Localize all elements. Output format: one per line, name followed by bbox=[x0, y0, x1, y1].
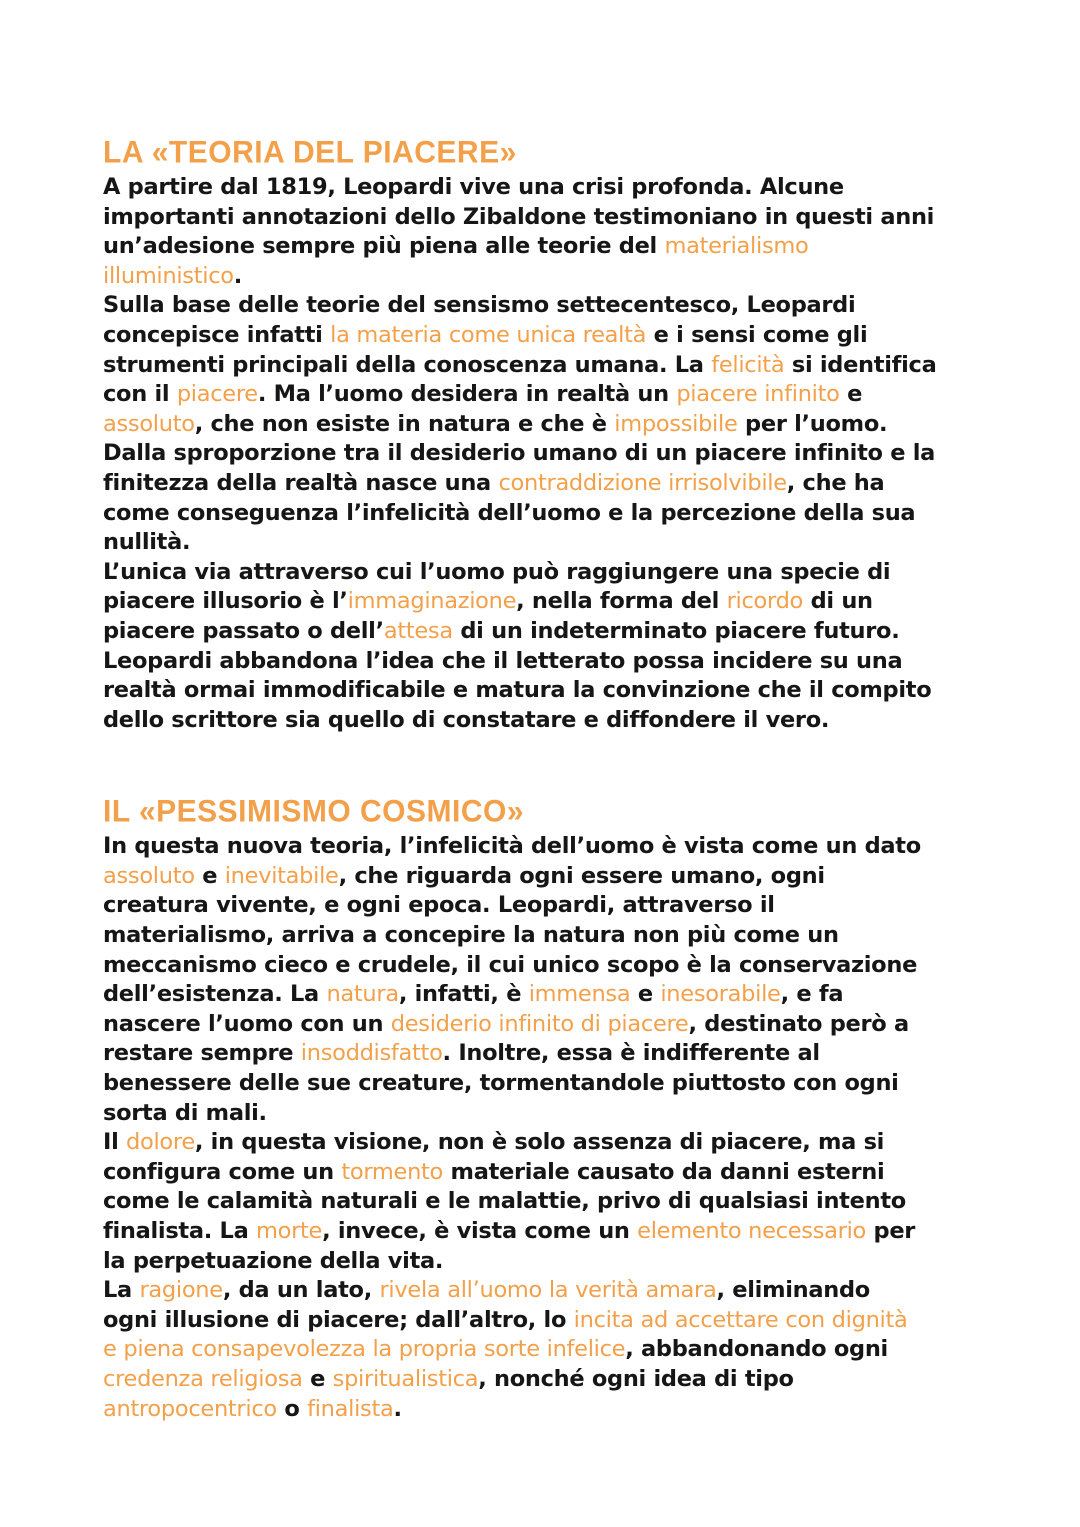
text-line bbox=[103, 891, 993, 921]
highlighted-term: e piena consapevolezza la propria sorte infelice bbox=[103, 1336, 626, 1363]
text-segment: di un indeterminato piacere futuro. bbox=[452, 617, 900, 644]
text-segment: finalista. La bbox=[103, 1218, 256, 1244]
document-page bbox=[103, 132, 993, 1424]
text-line bbox=[103, 676, 993, 706]
text-line bbox=[103, 832, 993, 862]
text-segment: sorta di mali. bbox=[103, 1099, 267, 1126]
text-segment: L’unica via attraverso cui l’uomo può raggiungere una specie di bbox=[103, 558, 891, 585]
paragraph bbox=[103, 1128, 993, 1276]
text-segment: e bbox=[630, 981, 661, 1008]
section-heading: IL «PESSIMISMO COSMICO» bbox=[103, 794, 525, 830]
text-line bbox=[103, 1187, 993, 1217]
text-segment: , che ha bbox=[786, 469, 885, 496]
highlighted-term: piacere bbox=[176, 381, 258, 408]
text-segment: finitezza della realtà nasce una bbox=[103, 469, 499, 496]
highlighted-term: dolore bbox=[126, 1129, 195, 1156]
text-segment: . bbox=[233, 262, 242, 289]
highlighted-term: inesorabile bbox=[660, 981, 781, 1008]
highlighted-term: natura bbox=[326, 981, 399, 1008]
text-segment: dello scrittore sia quello di constatare e diffondere il vero. bbox=[103, 706, 830, 733]
text-line bbox=[103, 647, 993, 677]
paragraph bbox=[103, 291, 993, 557]
text-line bbox=[103, 587, 993, 617]
highlighted-term: assoluto bbox=[103, 862, 195, 889]
text-segment: , destinato però a bbox=[688, 1010, 909, 1037]
text-segment: come le calamità naturali e le malattie, privo di qualsiasi intento bbox=[103, 1188, 906, 1215]
text-segment: realtà ormai immodificabile e matura la convinzione che il compito bbox=[103, 677, 932, 704]
text-line bbox=[103, 1365, 993, 1395]
text-segment: nullità. bbox=[103, 529, 191, 556]
text-segment: materialismo, arriva a concepire la natura non più come un bbox=[103, 922, 839, 949]
text-line bbox=[103, 1276, 993, 1306]
text-segment: e bbox=[302, 1365, 333, 1392]
highlighted-term: credenza religiosa bbox=[103, 1365, 303, 1392]
paragraph bbox=[103, 832, 993, 1128]
text-segment: la perpetuazione della vita. bbox=[103, 1247, 444, 1274]
text-line bbox=[103, 1128, 993, 1158]
highlighted-term: la materia come unica realtà bbox=[330, 321, 647, 348]
text-segment: piacere passato o dell’ bbox=[103, 617, 384, 644]
text-line bbox=[103, 321, 993, 351]
text-segment: , che non esiste in natura e che è bbox=[194, 410, 615, 437]
text-segment: , in questa visione, non è solo assenza di piacere, ma si bbox=[194, 1129, 885, 1156]
highlighted-term: materialismo bbox=[664, 233, 809, 260]
text-segment: materiale causato da danni esterni bbox=[443, 1158, 885, 1185]
text-line bbox=[103, 1158, 993, 1188]
text-segment: , invece, è vista come un bbox=[322, 1218, 638, 1244]
text-segment: strumenti principali della conoscenza umana. La bbox=[103, 351, 712, 378]
text-line bbox=[103, 499, 993, 529]
text-segment: per bbox=[866, 1218, 916, 1244]
text-segment: meccanismo cieco e crudele, il cui unico scopo è la conservazione bbox=[103, 951, 918, 978]
text-segment: , eliminando bbox=[716, 1277, 870, 1304]
text-segment: concepisce infatti bbox=[103, 321, 331, 348]
sections-container bbox=[103, 132, 993, 1424]
text-segment: , da un lato, bbox=[222, 1277, 380, 1304]
highlighted-term: felicità bbox=[711, 351, 785, 378]
text-segment: , infatti, è bbox=[398, 981, 529, 1008]
text-line bbox=[103, 706, 993, 736]
highlighted-term: incita ad accettare con dignità bbox=[573, 1306, 908, 1333]
highlighted-term: ragione bbox=[139, 1277, 223, 1304]
text-line bbox=[103, 528, 993, 558]
text-segment: A partire dal 1819, Leopardi vive una crisi profonda. Alcune bbox=[103, 174, 844, 200]
highlighted-term: impossibile bbox=[614, 410, 738, 437]
paragraph bbox=[103, 1276, 993, 1424]
text-segment: ogni illusione di piacere; dall’altro, lo bbox=[103, 1306, 574, 1333]
text-line bbox=[103, 262, 993, 292]
highlighted-term: illuministico bbox=[103, 262, 234, 289]
text-line bbox=[103, 351, 993, 381]
text-segment: di un bbox=[803, 588, 873, 615]
highlighted-term: ricordo bbox=[726, 588, 804, 615]
highlighted-term: elemento necessario bbox=[637, 1218, 866, 1244]
text-line bbox=[103, 1395, 993, 1425]
text-segment: . bbox=[393, 1395, 402, 1422]
section-2 bbox=[103, 791, 993, 1424]
text-segment: nascere l’uomo con un bbox=[103, 1010, 391, 1037]
highlighted-term: inevitabile bbox=[224, 862, 339, 889]
text-segment: . Ma l’uomo desidera in realtà un bbox=[257, 381, 677, 408]
text-line bbox=[103, 1335, 993, 1365]
text-line bbox=[103, 410, 993, 440]
text-line bbox=[103, 951, 993, 981]
text-line bbox=[103, 1069, 993, 1099]
text-segment: creatura vivente, e ogni epoca. Leopardi, attraverso il bbox=[103, 892, 775, 919]
text-segment: e bbox=[194, 862, 225, 889]
text-segment: , nonché ogni idea di tipo bbox=[478, 1365, 794, 1392]
text-segment: si identifica bbox=[784, 351, 937, 378]
text-segment: piacere illusorio è l’ bbox=[103, 588, 348, 615]
text-line bbox=[103, 1039, 993, 1069]
highlighted-term: insoddisfatto bbox=[300, 1040, 443, 1067]
section-heading: LA «TEORIA DEL PIACERE» bbox=[103, 135, 517, 170]
text-line bbox=[103, 173, 993, 203]
highlighted-term: immensa bbox=[528, 981, 631, 1008]
highlighted-term: assoluto bbox=[103, 410, 195, 437]
text-line bbox=[103, 232, 993, 262]
text-line bbox=[103, 617, 993, 647]
text-segment: , abbandonando ogni bbox=[625, 1336, 888, 1363]
text-line bbox=[103, 1247, 993, 1277]
text-segment: Leopardi abbandona l’idea che il letterato possa incidere su una bbox=[103, 647, 903, 674]
highlighted-term: tormento bbox=[341, 1158, 444, 1185]
text-segment: un’adesione sempre più piena alle teorie del bbox=[103, 233, 665, 260]
highlighted-term: desiderio infinito di piacere bbox=[390, 1010, 689, 1037]
text-segment: configura come un bbox=[103, 1158, 342, 1185]
highlighted-term: immaginazione bbox=[347, 588, 517, 615]
text-segment: Dalla sproporzione tra il desiderio umano di un piacere infinito e la bbox=[103, 440, 936, 467]
text-segment: o bbox=[276, 1395, 308, 1422]
highlighted-term: piacere infinito bbox=[676, 381, 840, 408]
text-segment: come conseguenza l’infelicità dell’uomo e la percezione della sua bbox=[103, 499, 916, 526]
text-line bbox=[103, 862, 993, 892]
text-line bbox=[103, 439, 993, 469]
section-1 bbox=[103, 132, 993, 735]
text-segment: , nella forma del bbox=[516, 588, 727, 615]
text-segment: , e fa bbox=[780, 981, 844, 1008]
text-segment: La bbox=[103, 1277, 140, 1304]
text-segment: restare sempre bbox=[103, 1040, 301, 1067]
text-segment: dell’esistenza. La bbox=[103, 981, 327, 1008]
text-segment: per l’uomo. bbox=[737, 410, 888, 437]
highlighted-term: finalista bbox=[307, 1395, 394, 1422]
paragraph bbox=[103, 558, 993, 736]
text-line bbox=[103, 380, 993, 410]
highlighted-term: spiritualistica bbox=[332, 1365, 479, 1392]
text-line bbox=[103, 203, 993, 233]
text-segment: importanti annotazioni dello Zibaldone testimoniano in questi anni bbox=[103, 203, 935, 230]
text-segment: benessere delle sue creature, tormentandole piuttosto con ogni bbox=[103, 1070, 899, 1097]
text-segment: In questa nuova teoria, l’infelicità dell’uomo è vista come un dato bbox=[103, 833, 921, 860]
text-segment: , che riguarda ogni essere umano, ogni bbox=[338, 862, 825, 889]
paragraph bbox=[103, 173, 993, 291]
text-line bbox=[103, 1099, 993, 1129]
text-line bbox=[103, 1010, 993, 1040]
highlighted-term: contraddizione irrisolvibile bbox=[498, 469, 787, 496]
text-segment: e bbox=[839, 381, 863, 408]
highlighted-term: morte bbox=[256, 1218, 323, 1244]
text-line bbox=[103, 1217, 993, 1247]
text-segment: . Inoltre, essa è indifferente al bbox=[442, 1040, 820, 1067]
text-segment: e i sensi come gli bbox=[646, 321, 868, 348]
text-line bbox=[103, 921, 993, 951]
text-line bbox=[103, 291, 993, 321]
text-segment: Sulla base delle teorie del sensismo settecentesco, Leopardi bbox=[103, 292, 856, 319]
text-line bbox=[103, 469, 993, 499]
text-line bbox=[103, 1306, 993, 1336]
text-segment: con il bbox=[103, 381, 177, 408]
text-segment: Il bbox=[103, 1129, 127, 1156]
highlighted-term: rivela all’uomo la verità amara bbox=[379, 1277, 717, 1304]
text-line bbox=[103, 980, 993, 1010]
highlighted-term: antropocentrico bbox=[103, 1395, 277, 1422]
highlighted-term: attesa bbox=[383, 617, 453, 644]
text-line bbox=[103, 558, 993, 588]
